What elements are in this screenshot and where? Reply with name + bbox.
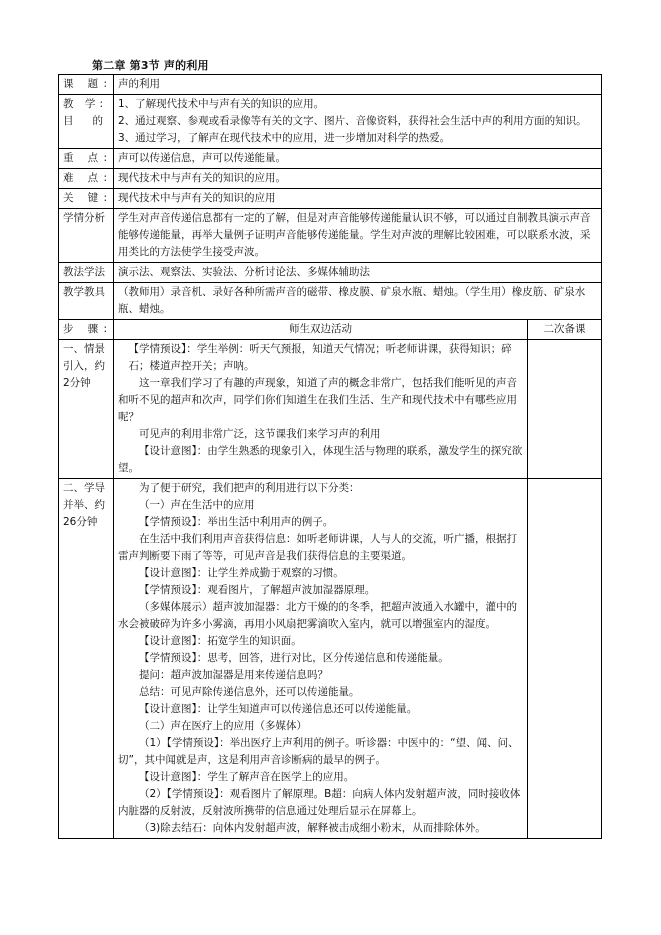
guide-para: 【设计意图】：让学生知道声可以传递信息还可以传递能量。 bbox=[139, 703, 418, 715]
guide-para: 提问：超声波加湿器是用来传递信息吗？ bbox=[139, 669, 328, 681]
steps-label: 步 骤: bbox=[59, 320, 114, 340]
topic-value: 声的利用 bbox=[114, 75, 602, 95]
goal-item: 2、通过观察、参观或看录像等有关的文字、图片、音像资料，获得社会生活中声的利用方面的知识。 bbox=[118, 115, 587, 127]
guide-para: （1）【学情预设】：举出医疗上声利用的例子。听诊器：中医中的：“望、闻、问、切”，其中闻就是声，这是利用声音诊断病的最早的例子。 bbox=[118, 737, 519, 766]
guide-para: （3)除去结石：向体内发射超声波，解释被击成细小粉末，从而排除体外。 bbox=[139, 822, 486, 834]
page-title: 第二章 第3节 声的利用 bbox=[92, 59, 209, 72]
guide-para: （多媒体展示）超声波加湿器：北方干燥的的冬季，把超声波通入水罐中，灌中的水会被破碎为许多小雾滴，再用小风扇把雾滴吹入室内，就可以增强室内的湿度。 bbox=[118, 601, 517, 630]
guide-label: 二、学导并举、约26分钟 bbox=[59, 479, 114, 839]
intro-label: 一、情景引入，约2分钟 bbox=[59, 340, 114, 479]
analysis-row bbox=[59, 209, 602, 263]
goals-row bbox=[59, 95, 602, 149]
analysis-label: 学情分析 bbox=[59, 209, 114, 263]
keypoint-label: 重 点: bbox=[59, 149, 114, 169]
intro-content bbox=[114, 340, 528, 479]
goals-label-1: 教 学: bbox=[63, 98, 103, 110]
topic-label: 课 题: bbox=[59, 75, 114, 95]
topic-row bbox=[59, 75, 602, 95]
goals-label-cell bbox=[59, 95, 114, 149]
guide-para: 【学情预设】：思考，回答，进行对比，区分传递信息和传递能量。 bbox=[139, 652, 449, 664]
key-value: 现代技术中与声有关的知识的应用 bbox=[114, 189, 602, 209]
methods-label: 教法学法 bbox=[59, 263, 114, 283]
key-label: 关 键: bbox=[59, 189, 114, 209]
guide-para: （2）【学情预设】：观看图片了解原理。B超：向病人体内发射超声波，同时接收体内脏器的反射波，反射波所携带的信息通过处理后显示在屏幕上。 bbox=[118, 788, 521, 817]
guide-row bbox=[59, 479, 602, 839]
guide-para: 【设计意图】：让学生养成勤于观察的习惯。 bbox=[139, 567, 344, 579]
intro-para: 这一章我们学习了有趣的声现象，知道了声的概念非常广，包括我们能听见的声音和听不见的超声和次声，同学们你们知道生在我们生活、生产和现代技术中有哪些应用呢？ bbox=[118, 377, 517, 423]
intro-para: 【设计意图】：由学生熟悉的现象引入，体现生活与物理的联系，激发学生的探究欲望。 bbox=[118, 445, 523, 474]
guide-para: 【学情预设】：观看图片，了解超声波加湿器原理。 bbox=[139, 584, 376, 596]
intro-para: 【学情预设】：学生举例：听天气预报，知道天气情况；听老师讲课，获得知识；碎石；楼道声控开关；声呐。 bbox=[128, 343, 512, 372]
intro-second-prep bbox=[528, 340, 602, 479]
tools-label: 教学教具 bbox=[59, 283, 114, 320]
steps-header-row bbox=[59, 320, 602, 340]
difficulty-value: 现代技术中与声有关的知识的应用。 bbox=[114, 169, 602, 189]
lesson-plan-table bbox=[58, 74, 602, 839]
methods-row bbox=[59, 263, 602, 283]
intro-row bbox=[59, 340, 602, 479]
guide-second-prep bbox=[528, 479, 602, 839]
guide-para: （二）声在医疗上的应用（多媒体） bbox=[139, 720, 307, 732]
difficulty-row bbox=[59, 169, 602, 189]
guide-para: 【设计意图】：学生了解声音在医学上的应用。 bbox=[139, 771, 355, 783]
guide-para: 【学情预设】：举出生活中利用声的例子。 bbox=[139, 516, 334, 528]
guide-para: （一）声在生活中的应用 bbox=[139, 499, 255, 511]
goal-item: 1、了解现代技术中与声有关的知识的应用。 bbox=[118, 98, 325, 110]
analysis-value: 学生对声音传递信息都有一定的了解，但是对声音能够传递能量认识不够，可以通过自制教具演示声音能够传递能量，再举大量例子证明声音能够传递能量。学生对声波的理解比较困难，可以联系水波，采用类比的方法使学生接受声波。 bbox=[114, 209, 602, 263]
keypoint-row bbox=[59, 149, 602, 169]
activity-header: 师生双边活动 bbox=[114, 320, 528, 340]
goals-value bbox=[114, 95, 602, 149]
guide-para: 总结：可见声除传递信息外，还可以传递能量。 bbox=[139, 686, 360, 698]
guide-para: 【设计意图】：拓宽学生的知识面。 bbox=[139, 635, 302, 647]
goals-label-2: 目 的 bbox=[63, 115, 103, 127]
tools-row bbox=[59, 283, 602, 320]
difficulty-label: 难 点: bbox=[59, 169, 114, 189]
second-prep-header: 二次备课 bbox=[528, 320, 602, 340]
intro-para: 可见声的利用非常广泛，这节课我们来学习声的利用 bbox=[139, 428, 381, 440]
guide-content bbox=[114, 479, 528, 839]
key-row bbox=[59, 189, 602, 209]
guide-para: 在生活中我们利用声音获得信息：如听老师讲课，人与人的交流，听广播，根据打雷声判断要下雨了等等，可见声音是我们获得信息的主要渠道。 bbox=[118, 533, 517, 562]
keypoint-value: 声可以传递信息，声可以传递能量。 bbox=[114, 149, 602, 169]
goal-item: 3、通过学习，了解声在现代技术中的应用，进一步增加对科学的热爱。 bbox=[118, 132, 451, 144]
tools-value: （教师用）录音机、录好各种所需声音的磁带、橡皮膜、矿泉水瓶、蜡烛。（学生用）橡皮筋、矿泉水瓶、蜡烛。 bbox=[114, 283, 602, 320]
guide-para: 为了便于研究，我们把声的利用进行以下分类： bbox=[139, 482, 360, 494]
methods-value: 演示法、观察法、实验法、分析讨论法、多媒体辅助法 bbox=[114, 263, 602, 283]
